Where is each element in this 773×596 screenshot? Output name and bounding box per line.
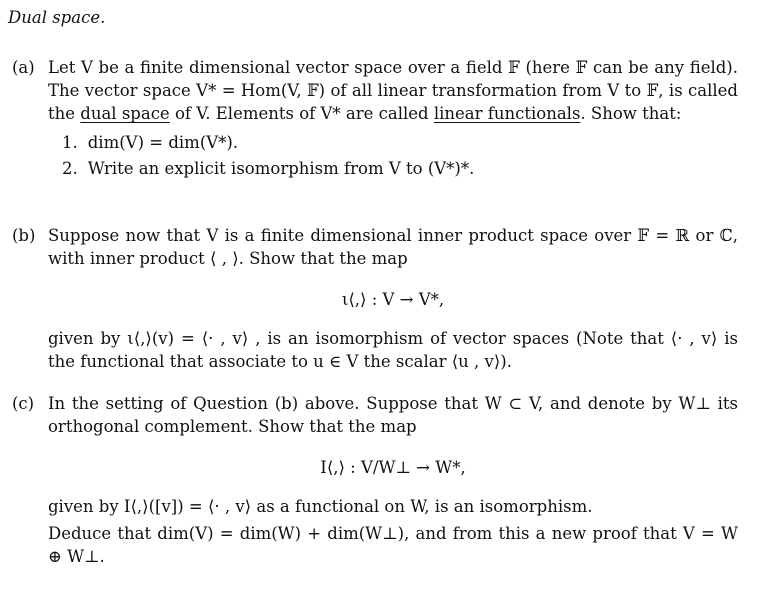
- term-dual-space: dual space: [80, 104, 170, 123]
- question-a-end: . Show that:: [580, 104, 682, 123]
- question-a-mid: of V. Elements of V* are called: [169, 104, 434, 123]
- question-b: [12, 224, 738, 373]
- document-title: Dual space.: [8, 8, 106, 27]
- question-c: [12, 392, 738, 568]
- list-item-text: dim(V) = dim(V*).: [87, 133, 239, 152]
- question-c-label: (c): [12, 394, 35, 413]
- question-c-after-text: given by I⟨,⟩([v]) = ⟨· , v⟩ as a functional on W, is an isomorphism.: [48, 497, 593, 516]
- list-item: [62, 131, 738, 157]
- question-a-sublist: [62, 131, 738, 183]
- question-a: [12, 56, 738, 183]
- question-b-display-equation: ι⟨,⟩ : V → V*,: [341, 290, 445, 309]
- question-a-body: [48, 56, 738, 125]
- question-c-text: In the setting of Question (b) above. Suppose that W ⊂ V, and denote by W⊥ its orthogonal complement. Show that the map: [48, 394, 738, 436]
- list-item-number: 2.: [62, 159, 78, 178]
- question-b-label: (b): [12, 226, 36, 245]
- question-a-label: (a): [12, 58, 35, 77]
- question-c-deduce-text: Deduce that dim(V) = dim(W) + dim(W⊥), and from this a new proof that V = W ⊕ W⊥.: [48, 524, 738, 566]
- question-b-after-text: given by ι⟨,⟩(v) = ⟨· , v⟩ , is an isomorphism of vector spaces (Note that ⟨· , v⟩ is the functional that associate to u ∈ V the scalar ⟨u , v⟩).: [48, 329, 738, 371]
- list-item-number: 1.: [62, 133, 78, 152]
- question-c-display-equation: I⟨,⟩ : V/W⊥ → W*,: [320, 458, 466, 477]
- question-b-text: Suppose now that V is a finite dimensional inner product space over 𝔽 = ℝ or ℂ, with inner product ⟨ , ⟩. Show that the map: [48, 226, 738, 268]
- term-linear-functionals: linear functionals: [433, 104, 581, 123]
- question-a-text: Let V be a finite dimensional vector space over a field 𝔽 (here 𝔽 can be any field). The vector space V* = Hom(V, 𝔽) of all linear transformation from V to 𝔽, is called the: [48, 58, 738, 123]
- list-item-text: Write an explicit isomorphism from V to (V*)*.: [87, 159, 475, 178]
- list-item: [62, 157, 738, 183]
